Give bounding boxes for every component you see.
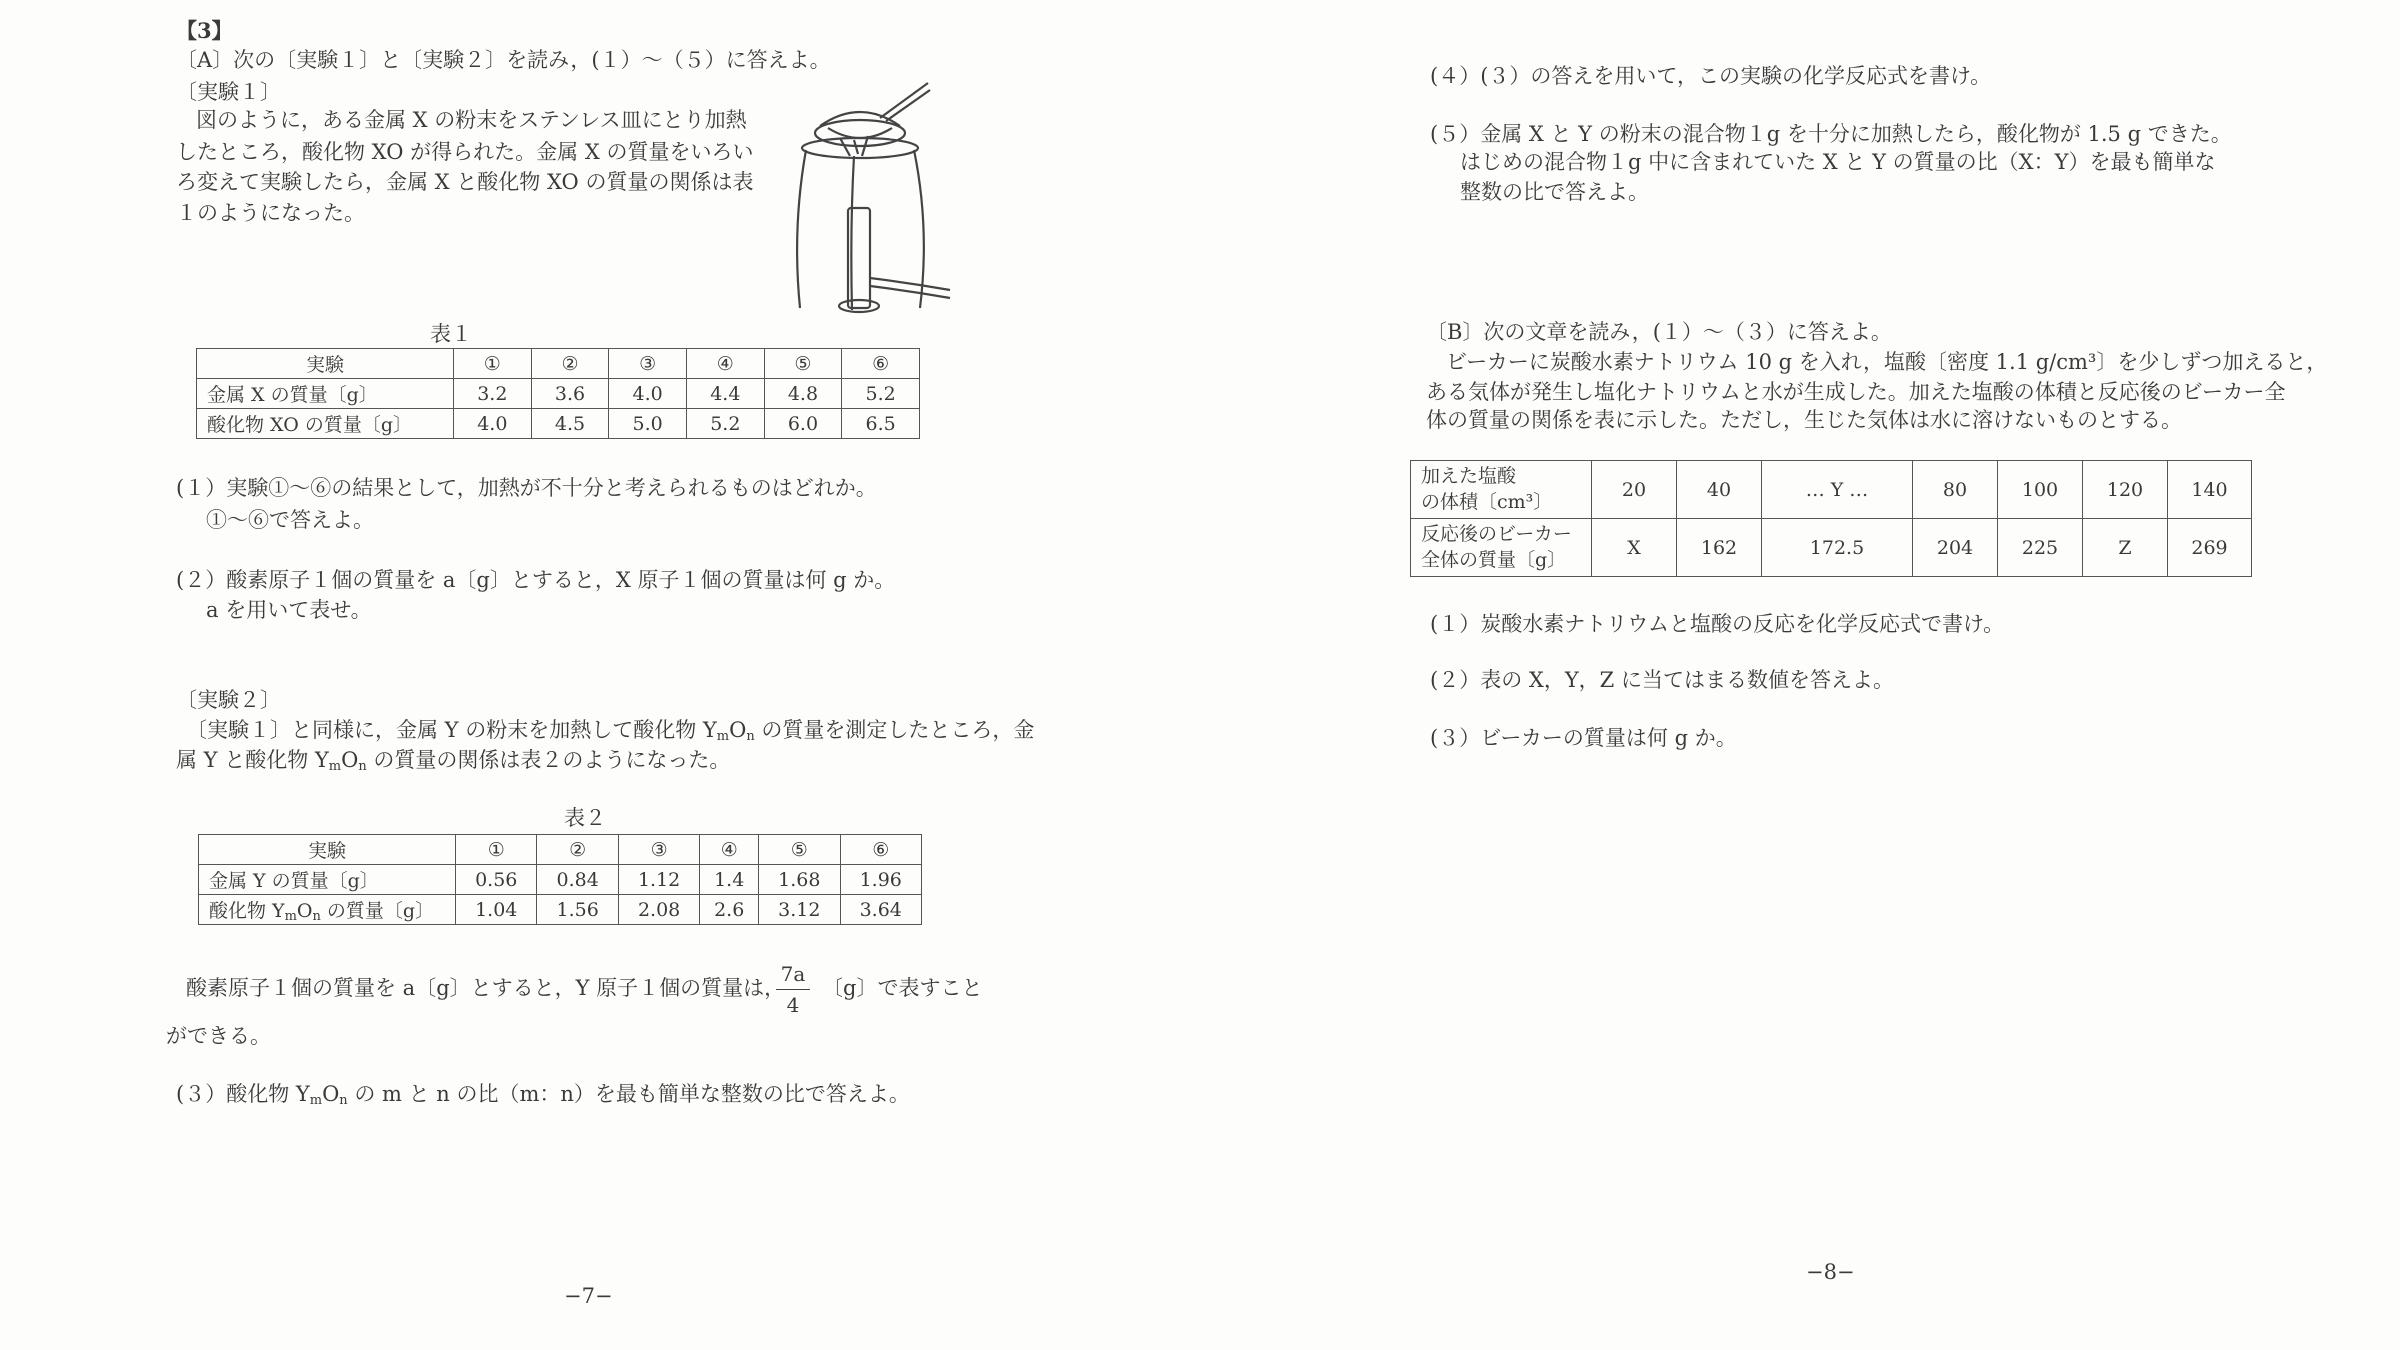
table1-header-cell: ③	[609, 349, 687, 379]
table2-row-label: 金属 Y の質量〔g〕	[199, 865, 456, 895]
page-number: −8−	[1806, 1260, 1855, 1284]
table2-cell: 3.64	[840, 895, 921, 925]
table1-row-label: 酸化物 XO の質量〔g〕	[197, 409, 454, 439]
table1-cell: 6.5	[842, 409, 920, 439]
table3-row1-label-line: の体積〔cm³〕	[1421, 490, 1553, 513]
note-text-after: 〔g〕で表すこと	[822, 976, 983, 1000]
table2-header-cell: ①	[456, 835, 537, 865]
table3-cell: … Y …	[1762, 461, 1913, 519]
fraction-numerator: 7a	[780, 962, 806, 986]
table2-cell: 0.84	[537, 865, 618, 895]
table1-header-cell: ④	[686, 349, 764, 379]
exp2-heading: 〔実験２〕	[176, 688, 281, 712]
table3-cell: 120	[2083, 461, 2168, 519]
note-line2: ができる。	[166, 1024, 271, 1048]
question-B3: (３）ビーカーの質量は何 g か。	[1430, 726, 1737, 750]
question-5-line: はじめの混合物１g 中に含まれていた X と Y の質量の比（X：Y）を最も簡単な	[1460, 150, 2216, 174]
table2-header-cell: ⑥	[840, 835, 921, 865]
page-number: −7−	[564, 1284, 613, 1308]
partB-intro: 〔B〕次の文章を読み，(１）～（３）に答えよ。	[1426, 320, 1892, 344]
table1-row-label: 金属 X の質量〔g〕	[197, 379, 454, 409]
table3-row-label	[1411, 519, 1592, 577]
exp1-line: １のようになった。	[176, 201, 365, 225]
table2-cell: 2.6	[700, 895, 759, 925]
table1-header-cell: ⑥	[842, 349, 920, 379]
exp1-line: したところ，酸化物 XO が得られた。金属 X の質量をいろい	[176, 140, 754, 164]
table1-header-cell: 実験	[197, 349, 454, 379]
table3-cell: 140	[2168, 461, 2252, 519]
table3-cell: 100	[1998, 461, 2083, 519]
table-row	[197, 379, 920, 409]
table1-cell: 5.0	[609, 409, 687, 439]
right-page	[1200, 0, 2400, 1350]
table3-row2-label-line: 全体の質量〔g〕	[1421, 548, 1567, 571]
table2-header-cell: ②	[537, 835, 618, 865]
question-2-line2: a を用いて表せ。	[206, 598, 372, 622]
table2-row-label: 酸化物 $Y_mO_n$ の質量〔g〕	[199, 895, 456, 925]
table1-cell: 5.2	[686, 409, 764, 439]
question-5: (５）金属 X と Y の粉末の混合物１g を十分に加熱したら，酸化物が 1.5 g できた。	[1430, 122, 2232, 146]
table3-cell: 225	[1998, 519, 2083, 577]
table2-cell: 1.4	[700, 865, 759, 895]
question-2: (２）酸素原子１個の質量を a〔g〕とすると，X 原子１個の質量は何 g か。	[176, 568, 896, 592]
table2-cell: 1.12	[618, 865, 699, 895]
table3-cell: 20	[1592, 461, 1677, 519]
table1-header-cell: ⑤	[764, 349, 842, 379]
exp2-line: 〔実験１〕と同様に，金属 Y の粉末を加熱して酸化物 $Y_mO_n$ の質量を測定したところ，金	[186, 718, 1035, 744]
table-row	[1411, 461, 2252, 519]
table2-cell: 2.08	[618, 895, 699, 925]
partB-line: 体の質量の関係を表に示した。ただし，生じた気体は水に溶けないものとする。	[1426, 408, 2182, 432]
table-row	[199, 865, 922, 895]
table3-cell: 172.5	[1762, 519, 1913, 577]
fraction-bar	[776, 989, 810, 990]
table3-row1-label-line: 加えた塩酸	[1421, 464, 1517, 487]
fraction-denominator: 4	[786, 993, 800, 1017]
table1-header-row	[197, 349, 920, 379]
table-row	[1411, 519, 2252, 577]
table2-header-cell: ④	[700, 835, 759, 865]
table2-header-row	[199, 835, 922, 865]
question-B2: (２）表の X，Y，Z に当てはまる数値を答えよ。	[1430, 668, 1894, 692]
question-B1: (１）炭酸水素ナトリウムと塩酸の反応を化学反応式で書け。	[1430, 612, 2005, 636]
heating-apparatus-illustration	[780, 78, 960, 318]
partA-intro: 〔A〕次の〔実験１〕と〔実験２〕を読み，(１）～（５）に答えよ。	[176, 48, 831, 72]
exp1-line: 図のように，ある金属 X の粉末をステンレス皿にとり加熱	[196, 108, 747, 132]
table2-cell: 0.56	[456, 865, 537, 895]
table2-header-cell: 実験	[199, 835, 456, 865]
table3-row2-label-line: 反応後のビーカー	[1421, 522, 1572, 545]
table1-cell: 5.2	[842, 379, 920, 409]
table2-cell: 1.68	[759, 865, 840, 895]
exp1-heading: 〔実験１〕	[176, 80, 281, 104]
table1-cell: 4.5	[531, 409, 609, 439]
table1-caption: 表１	[430, 322, 472, 346]
note-text: 酸素原子１個の質量を a〔g〕とすると，Y 原子１個の質量は，	[186, 976, 786, 1000]
table2-cell: 1.56	[537, 895, 618, 925]
table3-cell: 80	[1913, 461, 1998, 519]
table1-cell: 6.0	[764, 409, 842, 439]
table1-cell: 3.2	[454, 379, 532, 409]
table1-cell: 4.8	[764, 379, 842, 409]
exp2-line: 属 Y と酸化物 $Y_mO_n$ の質量の関係は表２のようになった。	[176, 748, 731, 774]
exp1-line: ろ変えて実験したら，金属 X と酸化物 XO の質量の関係は表	[176, 170, 754, 194]
table3-cell: 269	[2168, 519, 2252, 577]
fraction-7a-over-4	[776, 962, 810, 1017]
table1-cell: 3.6	[531, 379, 609, 409]
question-1: (１）実験①～⑥の結果として，加熱が不十分と考えられるものはどれか。	[176, 476, 877, 500]
partB-line: ビーカーに炭酸水素ナトリウム 10 g を入れ，塩酸〔密度 1.1 g/cm³〕を少しずつ加えると，	[1446, 350, 2328, 374]
table2-header-cell: ⑤	[759, 835, 840, 865]
table2-cell: 1.96	[840, 865, 921, 895]
question-4: (４）(３）の答えを用いて，この実験の化学反応式を書け。	[1430, 64, 1992, 88]
table2-cell: 3.12	[759, 895, 840, 925]
table-row	[199, 895, 922, 925]
table1	[196, 348, 920, 439]
table3-cell: 162	[1677, 519, 1762, 577]
table2	[198, 834, 922, 925]
table2-header-cell: ③	[618, 835, 699, 865]
table3-cell: X	[1592, 519, 1677, 577]
question-3: (３）酸化物 $Y_mO_n$ の m と n の比（m：n）を最も簡単な整数の比で答えよ。	[176, 1082, 910, 1108]
table3-cell: Z	[2083, 519, 2168, 577]
section-number: 【3】	[176, 18, 233, 43]
table3-row-label	[1411, 461, 1592, 519]
table2-caption: 表２	[564, 806, 606, 830]
table1-cell: 4.4	[686, 379, 764, 409]
table1-header-cell: ①	[454, 349, 532, 379]
partB-line: ある気体が発生し塩化ナトリウムと水が生成した。加えた塩酸の体積と反応後のビーカー全	[1426, 380, 2286, 404]
table3	[1410, 460, 2252, 577]
table1-header-cell: ②	[531, 349, 609, 379]
table1-cell: 4.0	[454, 409, 532, 439]
question-5-line: 整数の比で答えよ。	[1460, 180, 1649, 204]
table-row	[197, 409, 920, 439]
table1-cell: 4.0	[609, 379, 687, 409]
question-1-line2: ①～⑥で答えよ。	[206, 508, 374, 532]
table3-cell: 204	[1913, 519, 1998, 577]
table3-cell: 40	[1677, 461, 1762, 519]
table2-cell: 1.04	[456, 895, 537, 925]
